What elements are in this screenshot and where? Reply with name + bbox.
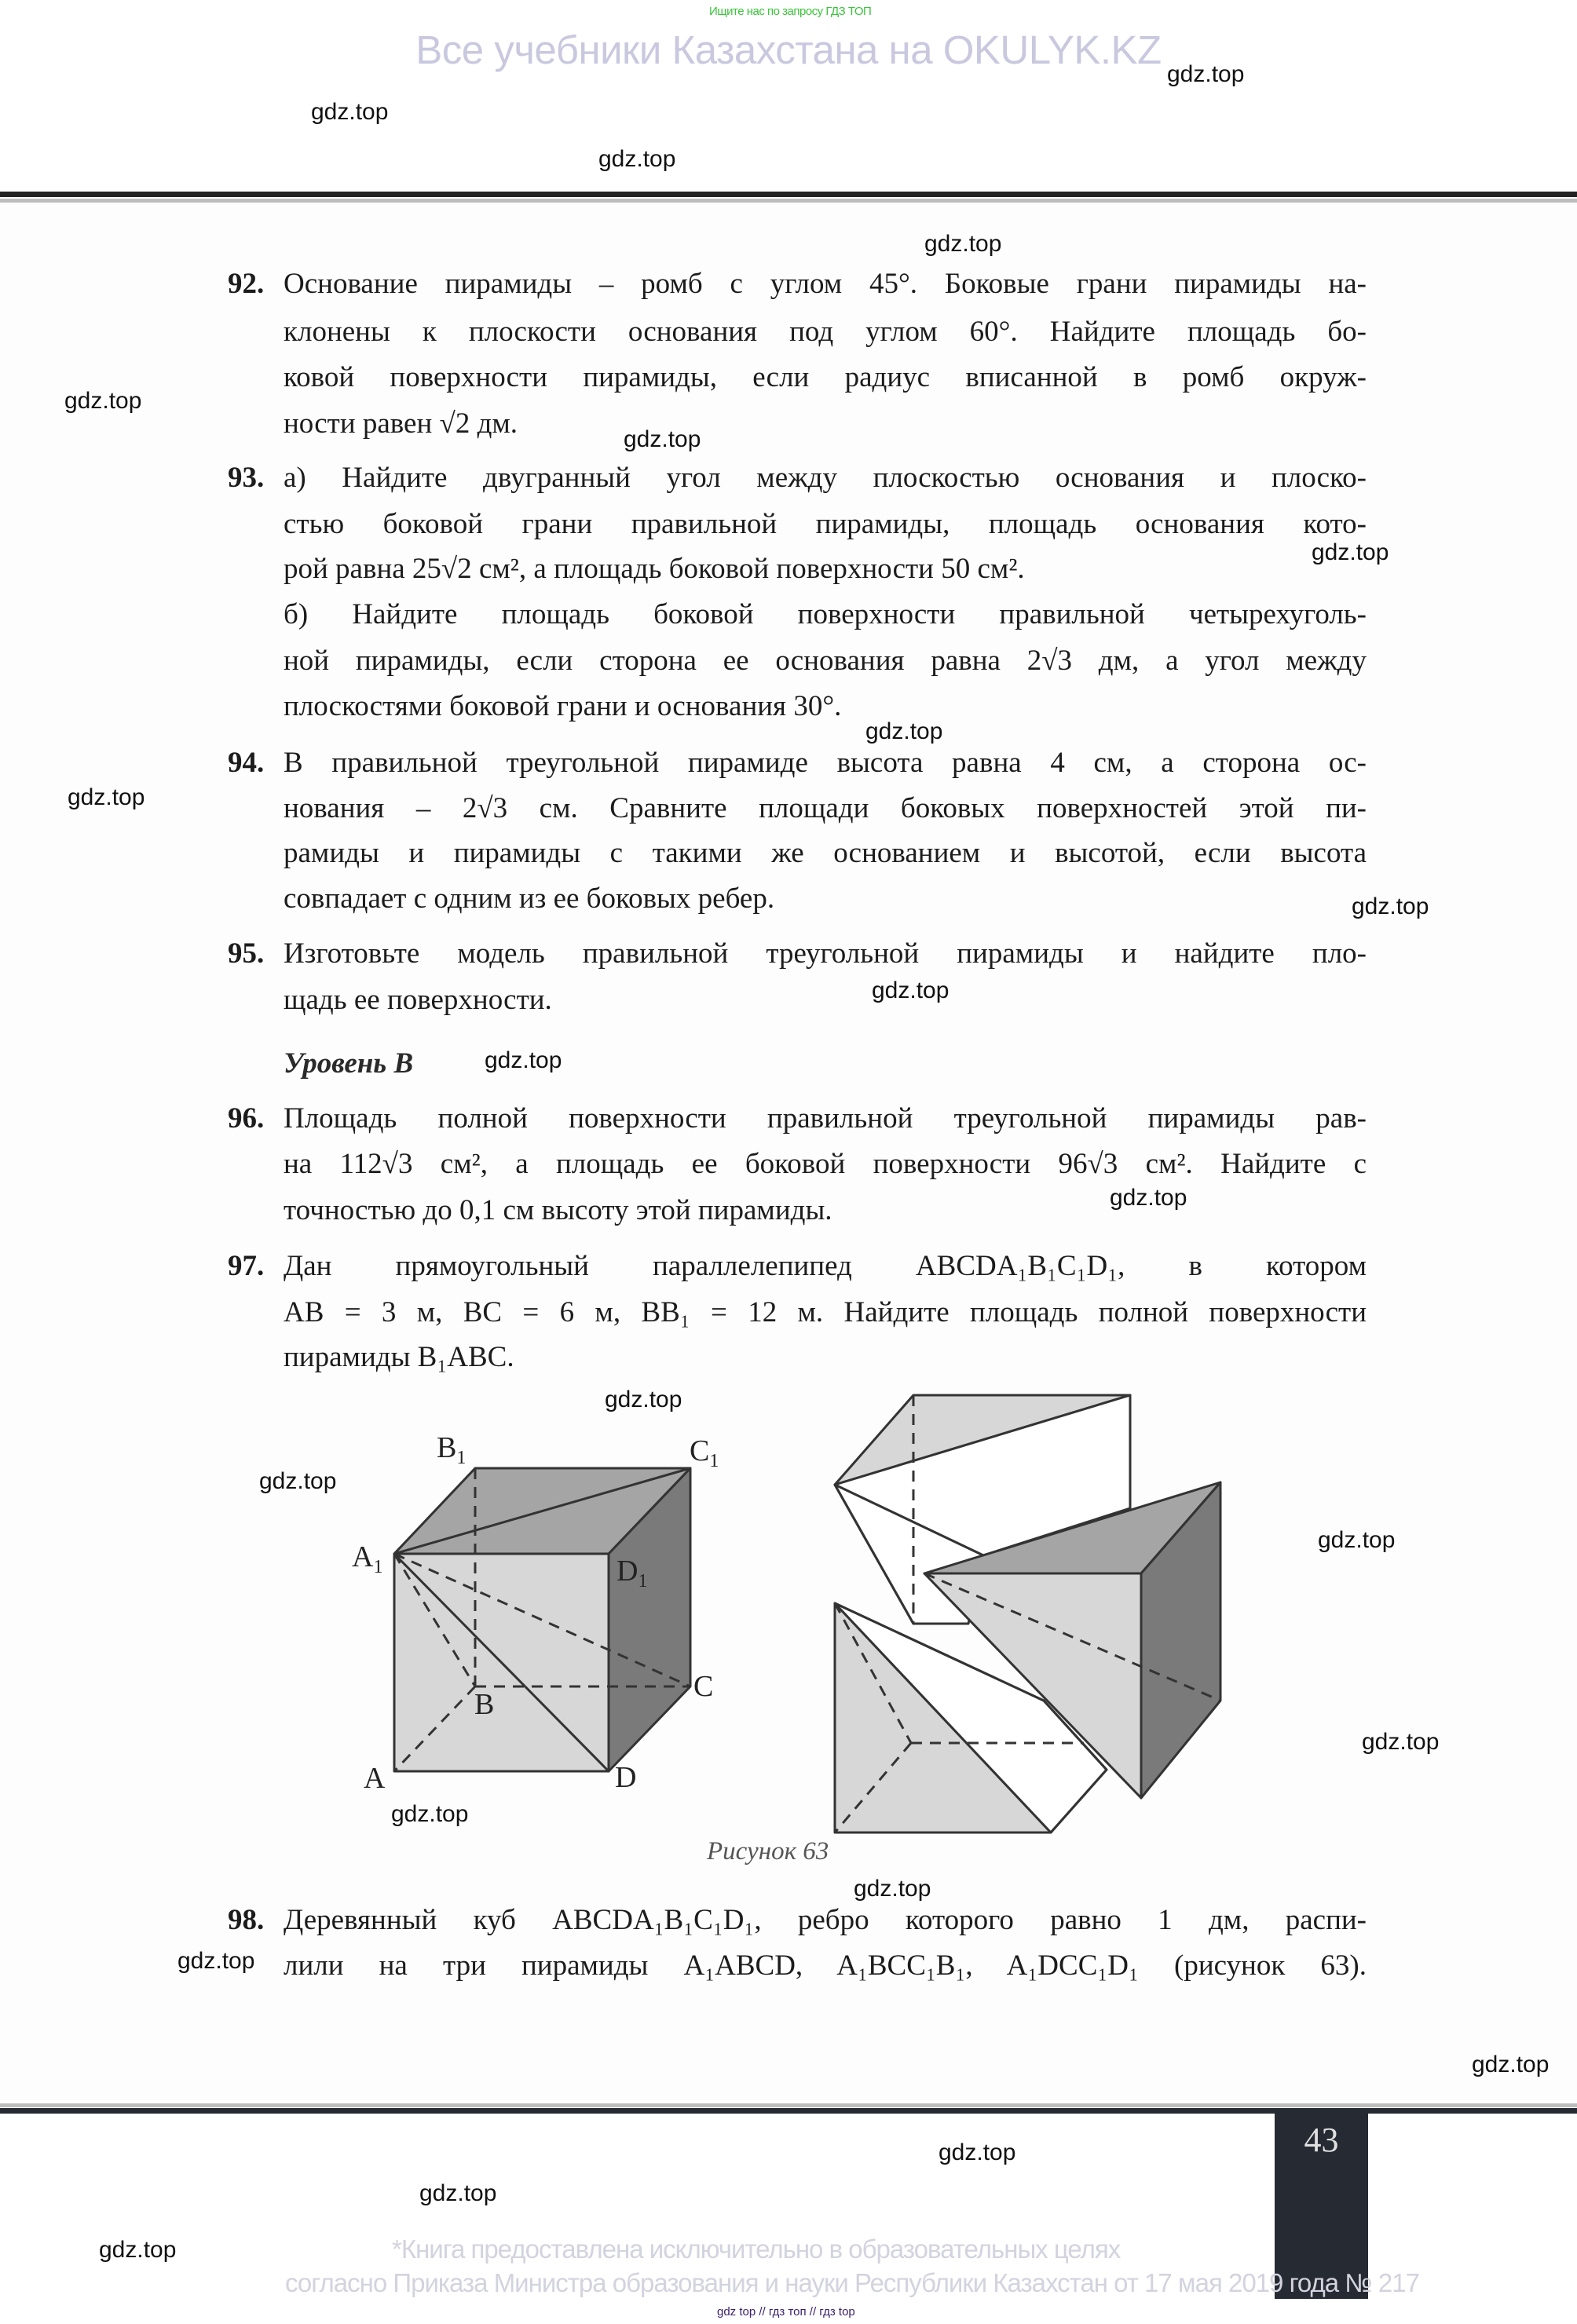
section-heading: Уровень B	[284, 1047, 414, 1080]
problem-line: на 112√3 см², а площадь ее боковой поверхности 96√3 см². Найдите с	[284, 1148, 1367, 1180]
exploded-pyramids-diagram	[835, 1395, 1220, 1833]
watermark: gdz.top	[1318, 1527, 1396, 1553]
svg-text:B: B	[474, 1688, 495, 1721]
search-note: Ищите нас по запросу ГДЗ ТОП	[709, 5, 872, 18]
problem-number: 96.	[228, 1102, 265, 1135]
problem-line: Основание пирамиды – ромб с углом 45°. Боковые грани пирамиды на-	[284, 268, 1367, 300]
problem-line: В правильной треугольной пирамиде высота равна 4 см, а сторона ос-	[284, 747, 1367, 779]
problem-line: стью боковой грани правильной пирамиды, площадь основания кото-	[284, 508, 1367, 540]
problem-line: лили на три пирамиды A₁ABCD, A₁BCC₁B₁, A₁DCC₁D₁ (рисунок 63).	[284, 1949, 1367, 1982]
svg-text:D1: $D_1$	[617, 1555, 648, 1591]
watermark: gdz.top	[939, 2139, 1016, 2165]
svg-text:C1: $C_1$	[690, 1434, 719, 1471]
watermark: gdz.top	[177, 1948, 255, 1974]
problem-line: плоскостями боковой грани и основания 30°.	[284, 690, 842, 722]
site-title-banner: Все учебники Казахстана на OKULYK.KZ	[415, 27, 1162, 72]
watermark: gdz.top	[1362, 1729, 1440, 1755]
watermark: gdz.top	[1167, 61, 1245, 87]
watermark: gdz.top	[391, 1801, 469, 1827]
problem-line: нования – 2√3 см. Сравните площади боковых поверхностей этой пи-	[284, 792, 1367, 824]
cube-diagram	[394, 1468, 690, 1771]
problem-line: ности равен √2 дм.	[284, 407, 518, 440]
problem-line: точностью до 0,1 см высоту этой пирамиды.	[284, 1194, 832, 1226]
watermark: gdz.top	[605, 1387, 682, 1412]
problem-line: ковой поверхности пирамиды, если радиус вписанной в ромб окруж-	[284, 361, 1367, 393]
watermark: gdz.top	[872, 977, 949, 1003]
footer-disclaimer-line2: согласно Приказа Министра образования и науки Республики Казахстан от 17 мая 2019 года № 217	[285, 2268, 1419, 2297]
problem-line: б) Найдите площадь боковой поверхности правильной четырехуголь-	[284, 598, 1367, 630]
problem-number: 93.	[228, 462, 265, 494]
watermark: gdz.top	[924, 231, 1002, 257]
page-number: 43	[1304, 2121, 1339, 2159]
watermark: gdz.top	[485, 1047, 562, 1073]
watermark: gdz.top	[865, 718, 943, 744]
watermark: gdz.top	[1352, 893, 1429, 919]
problem-line: Площадь полной поверхности правильной треугольной пирамиды рав-	[284, 1102, 1367, 1135]
watermark: gdz.top	[68, 784, 145, 810]
problem-line: AB = 3 м, BC = 6 м, BB₁ = 12 м. Найдите площадь полной поверхности	[284, 1296, 1367, 1328]
bottom-rule-light	[0, 2103, 1577, 2107]
watermark: gdz.top	[259, 1468, 337, 1494]
problem-line: клонены к плоскости основания под углом 60°. Найдите площадь бо-	[284, 316, 1367, 348]
svg-text:A: A	[364, 1762, 386, 1795]
problem-line: Дан прямоугольный параллелепипед ABCDA₁B₁C₁D₁, в котором	[284, 1250, 1367, 1282]
problem-number: 95.	[228, 937, 265, 970]
watermark: gdz.top	[1110, 1185, 1187, 1211]
footer-credit: gdz top // гдз топ // гдз top	[717, 2305, 855, 2319]
watermark: gdz.top	[598, 146, 676, 172]
problem-line: щадь ее поверхности.	[284, 984, 552, 1016]
bottom-rule-dark	[0, 2108, 1577, 2114]
problem-number: 98.	[228, 1904, 265, 1936]
problem-line: совпадает с одним из ее боковых ребер.	[284, 882, 775, 915]
watermark: gdz.top	[419, 2180, 497, 2206]
problem-line: рой равна 25√2 см², а площадь боковой поверхности 50 см².	[284, 553, 1025, 585]
svg-text:B1: $B_1$	[437, 1431, 467, 1468]
problem-line: ной пирамиды, если сторона ее основания равна 2√3 дм, а угол между	[284, 645, 1367, 677]
watermark: gdz.top	[99, 2237, 177, 2263]
svg-text:C: C	[693, 1670, 714, 1703]
problem-line: рамиды и пирамиды с такими же основанием и высотой, если высота	[284, 837, 1367, 869]
problem-number: 92.	[228, 268, 265, 300]
problem-number: 97.	[228, 1250, 265, 1282]
watermark: gdz.top	[1472, 2052, 1550, 2077]
watermark: gdz.top	[311, 99, 389, 125]
problem-number: 94.	[228, 747, 265, 779]
footer-disclaimer-line1: *Книга предоставлена исключительно в образовательных целях	[392, 2234, 1121, 2264]
watermark: gdz.top	[854, 1876, 931, 1902]
figure-caption: Рисунок 63	[707, 1837, 829, 1865]
watermark: gdz.top	[64, 388, 142, 414]
problem-line: а) Найдите двугранный угол между плоскостью основания и плоско-	[284, 462, 1367, 494]
problem-line: пирамиды B₁ABC.	[284, 1341, 514, 1373]
svg-text:A1: $A_1$	[352, 1540, 383, 1577]
watermark: gdz.top	[1312, 539, 1389, 565]
svg-text:D: D	[615, 1761, 637, 1794]
problem-line: Изготовьте модель правильной треугольной пирамиды и найдите пло-	[284, 937, 1367, 970]
watermark: gdz.top	[624, 426, 701, 452]
problem-line: Деревянный куб ABCDA₁B₁C₁D₁, ребро которого равно 1 дм, распи-	[284, 1904, 1367, 1936]
